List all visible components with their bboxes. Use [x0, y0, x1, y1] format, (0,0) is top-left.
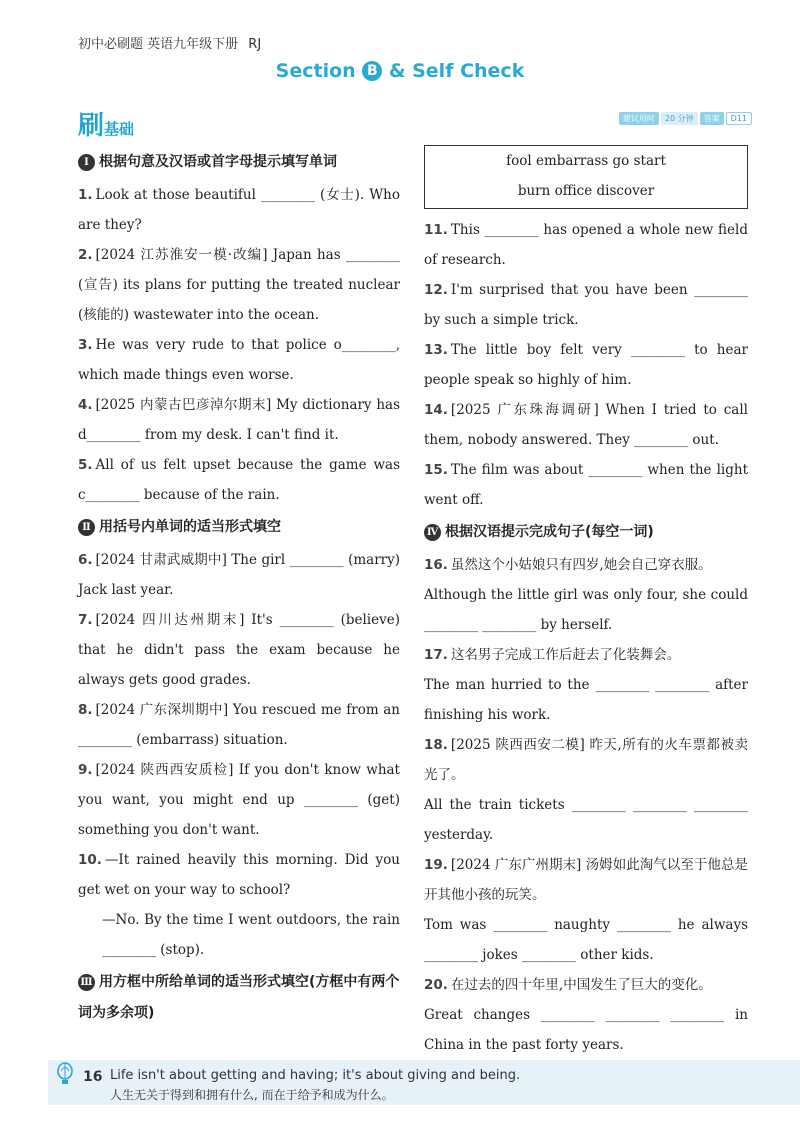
- question-text: [2025 广东珠海调研] When I tried to call them, nobody answered. They ________ out.: [424, 402, 748, 448]
- section-letter-badge: B: [362, 61, 382, 81]
- question-20: [424, 970, 748, 1000]
- question-text: I'm surprised that you have been ________ by such a simple trick.: [424, 282, 748, 328]
- question-number: 3.: [78, 337, 93, 353]
- question-17-english: The man hurried to the ________ ________ after finishing his work.: [424, 677, 748, 723]
- question-number: 8.: [78, 702, 93, 718]
- part4-title: 根据汉语提示完成句子(每空一词): [445, 524, 654, 540]
- question-number: 7.: [78, 612, 93, 628]
- left-column: [78, 145, 400, 1031]
- question-text: The little boy felt very ________ to hear people speak so highly of him.: [424, 342, 748, 388]
- part2-title: 用括号内单词的适当形式填空: [99, 519, 281, 535]
- question-9: [78, 755, 400, 845]
- question-number: 2.: [78, 247, 93, 263]
- question-chinese: 这名男子完成工作后赶去了化装舞会。: [450, 647, 681, 663]
- question-1: [78, 180, 400, 240]
- part4-heading: [424, 517, 748, 548]
- question-number: 11.: [424, 222, 448, 238]
- question-text: [2024 广东深圳期中] You rescued me from an ________ (embarrass) situation.: [78, 702, 400, 748]
- book-title: 初中必刷题 英语九年级下册: [78, 37, 239, 52]
- question-12: [424, 275, 748, 335]
- section-suffix: & Self Check: [388, 60, 525, 82]
- question-17: [424, 640, 748, 670]
- question-chinese: 虽然这个小姑娘只有四岁,她会自己穿衣服。: [450, 557, 712, 573]
- brush-char: 刷: [78, 111, 105, 141]
- question-text: Look at those beautiful ________ (女士). Who are they?: [78, 187, 400, 233]
- question-text: All of us felt upset because the game was c________ because of the rain.: [78, 457, 400, 503]
- part2-heading: [78, 512, 400, 543]
- question-number: 20.: [424, 977, 448, 993]
- roman-numeral: Ⅰ: [78, 154, 95, 171]
- question-16: [424, 550, 748, 580]
- footer-quote-english: Life isn't about getting and having; it's about giving and being.: [110, 1068, 521, 1083]
- answer-label: 答案: [700, 112, 724, 125]
- question-number: 12.: [424, 282, 448, 298]
- question-chinese: 在过去的四十年里,中国发生了巨大的变化。: [450, 977, 712, 993]
- question-text: [2024 四川达州期末] It's ________ (believe) that he didn't pass the exam because he always gets good grades.: [78, 612, 400, 688]
- question-chinese: [2025 陕西西安二模] 昨天,所有的火车票都被卖光了。: [424, 737, 748, 783]
- question-text: He was very rude to that police o________, which made things even worse.: [78, 337, 400, 383]
- question-20-english: Great changes ________ ________ ________ in China in the past forty years.: [424, 1007, 748, 1053]
- roman-numeral: Ⅳ: [424, 524, 441, 541]
- question-19-english: Tom was ________ naughty ________ he always ________ jokes ________ other kids.: [424, 917, 748, 963]
- question-text: [2024 江苏淮安一模·改编] Japan has ________ (宣告) its plans for putting the treated nuclear (核能的) wastewater into the ocean.: [78, 247, 400, 323]
- question-16-english: Although the little girl was only four, she could ________ ________ by herself.: [424, 587, 748, 633]
- question-number: 4.: [78, 397, 93, 413]
- suggested-time-value: 20 分钟: [661, 112, 698, 125]
- balloon-icon-svg: [56, 1062, 74, 1086]
- question-6: [78, 545, 400, 605]
- footer-quote-chinese: 人生无关于得到和拥有什么, 而在于给予和成为什么。: [110, 1088, 394, 1102]
- part1-heading: [78, 147, 400, 178]
- question-18: [424, 730, 748, 790]
- book-header: [78, 33, 261, 52]
- question-number: 15.: [424, 462, 448, 478]
- answer-page: D11: [726, 112, 752, 125]
- question-number: 13.: [424, 342, 448, 358]
- question-4: [78, 390, 400, 450]
- section-title: [0, 60, 800, 82]
- question-14: [424, 395, 748, 455]
- question-5: [78, 450, 400, 510]
- part3-title: 用方框中所给单词的适当形式填空(方框中有两个词为多余项): [78, 974, 400, 1021]
- question-2: [78, 240, 400, 330]
- question-text: [2024 陕西西安质检] If you don't know what you want, you might end up ________ (get) something you don't want.: [78, 762, 400, 838]
- question-number: 16.: [424, 557, 448, 573]
- word-box: [424, 145, 748, 209]
- question-text: —It rained heavily this morning. Did you get wet on your way to school?: [78, 852, 400, 898]
- roman-numeral: Ⅲ: [78, 974, 95, 991]
- question-number: 17.: [424, 647, 448, 663]
- roman-numeral: Ⅱ: [78, 519, 95, 536]
- question-number: 6.: [78, 552, 93, 568]
- question-number: 14.: [424, 402, 448, 418]
- question-19: [424, 850, 748, 910]
- question-number: 1.: [78, 187, 93, 203]
- question-number: 5.: [78, 457, 93, 473]
- question-10: [78, 845, 400, 905]
- page-number: 16: [83, 1069, 103, 1085]
- question-text: [2024 甘肃武威期中] The girl ________ (marry) Jack last year.: [78, 552, 400, 598]
- question-13: [424, 335, 748, 395]
- level-label: 基础: [104, 120, 135, 138]
- question-text: [2025 内蒙古巴彦淖尔期末] My dictionary has d________ from my desk. I can't find it.: [78, 397, 400, 443]
- question-7: [78, 605, 400, 695]
- question-11: [424, 215, 748, 275]
- balloon-icon: [56, 1062, 74, 1091]
- question-3: [78, 330, 400, 390]
- question-number: 10.: [78, 852, 102, 868]
- edition-label: RJ: [248, 37, 262, 52]
- suggested-time-label: 建议用时: [619, 112, 659, 125]
- question-18-english: All the train tickets ________ ________ ________ yesterday.: [424, 797, 748, 843]
- part1-title: 根据句意及汉语或首字母提示填写单词: [99, 154, 337, 170]
- right-column: [424, 145, 748, 1060]
- word-box-row: fool embarrass go start: [506, 153, 666, 169]
- level-heading: [78, 105, 134, 142]
- question-8: [78, 695, 400, 755]
- section-prefix: Section: [275, 60, 356, 82]
- question-15: [424, 455, 748, 515]
- question-10-answer: —No. By the time I went outdoors, the rain ________ (stop).: [102, 912, 400, 958]
- question-number: 9.: [78, 762, 93, 778]
- question-text: The film was about ________ when the light went off.: [424, 462, 748, 508]
- question-chinese: [2024 广东广州期末] 汤姆如此淘气以至于他总是开其他小孩的玩笑。: [424, 857, 748, 903]
- question-text: This ________ has opened a whole new field of research.: [424, 222, 748, 268]
- question-number: 18.: [424, 737, 448, 753]
- part3-heading: [78, 967, 400, 1029]
- time-tags: [617, 112, 752, 125]
- question-number: 19.: [424, 857, 448, 873]
- word-box-row: burn office discover: [517, 183, 655, 199]
